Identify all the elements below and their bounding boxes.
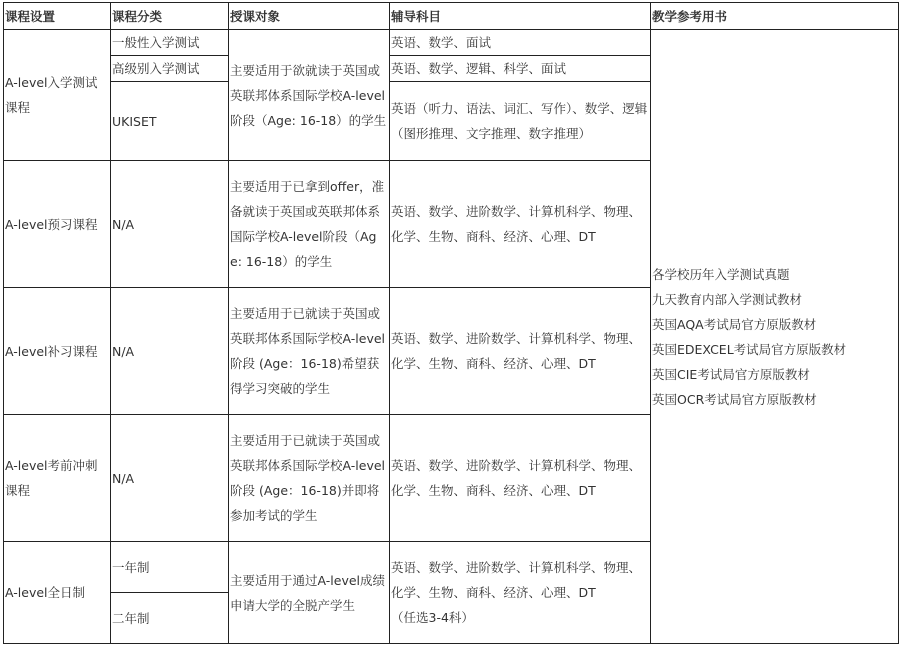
course-setup-cell: A-level预习课程 [4,161,111,288]
book-item: 各学校历年入学测试真题 [652,266,790,282]
header-books: 教学参考用书 [651,3,899,30]
course-setup-cell: A-level补习课程 [4,288,111,415]
course-setup-cell: A-level考前冲刺课程 [4,415,111,542]
course-category-cell: 一年制 [111,542,229,593]
course-category-cell: N/A [111,288,229,415]
subjects-cell [390,542,651,644]
header-category: 课程分类 [111,3,229,30]
header-subjects: 辅导科目 [390,3,651,30]
course-setup-cell: A-level入学测试课程 [4,30,111,161]
book-item: 九天教育内部入学测试教材 [652,291,803,307]
course-category-cell: 一般性入学测试 [111,30,229,56]
subjects-cell: 英语、数学、进阶数学、计算机科学、物理、化学、生物、商科、经济、心理、DT [390,288,651,415]
book-item: 英国AQA考试局官方原版教材 [652,316,817,332]
table-row [4,30,899,56]
header-audience: 授课对象 [229,3,390,30]
audience-cell: 主要适用于通过A-level成绩申请大学的全脱产学生 [229,542,390,644]
course-category-cell: UKISET [111,82,229,161]
audience-cell: 主要适用于已拿到offer，准备就读于英国或英联邦体系国际学校A-level阶段（Age: 16-18）的学生 [229,161,390,288]
audience-cell: 主要适用于已就读于英国或英联邦体系国际学校A-level阶段 (Age：16-18)并即将参加考试的学生 [229,415,390,542]
audience-cell: 主要适用于已就读于英国或英联邦体系国际学校A-level阶段 (Age：16-18)希望获得学习突破的学生 [229,288,390,415]
subjects-cell: 英语、数学、面试 [390,30,651,56]
book-item: 英国OCR考试局官方原版教材 [652,391,817,407]
book-item: 英国CIE考试局官方原版教材 [652,366,810,382]
subjects-cell: 英语、数学、逻辑、科学、面试 [390,56,651,82]
subjects-text: 英语、数学、进阶数学、计算机科学、物理、化学、生物、商科、经济、心理、DT [391,560,642,600]
book-item: 英国EDEXCEL考试局官方原版教材 [652,341,847,357]
course-category-cell: 高级别入学测试 [111,56,229,82]
course-category-cell: N/A [111,415,229,542]
subjects-note: （任选3-4科） [391,610,474,625]
header-row [4,3,899,30]
reference-books-cell [651,30,899,644]
audience-cell: 主要适用于欲就读于英国或英联邦体系国际学校A-level阶段（Age: 16-18）的学生 [229,30,390,161]
course-category-cell: N/A [111,161,229,288]
subjects-cell: 英语、数学、进阶数学、计算机科学、物理、化学、生物、商科、经济、心理、DT [390,161,651,288]
subjects-cell: 英语（听力、语法、词汇、写作）、数学、逻辑（图形推理、文字推理、数字推理） [390,82,651,161]
course-table [3,2,899,644]
subjects-cell: 英语、数学、进阶数学、计算机科学、物理、化学、生物、商科、经济、心理、DT [390,415,651,542]
course-setup-cell: A-level全日制 [4,542,111,644]
course-category-cell: 二年制 [111,593,229,644]
header-setup: 课程设置 [4,3,111,30]
